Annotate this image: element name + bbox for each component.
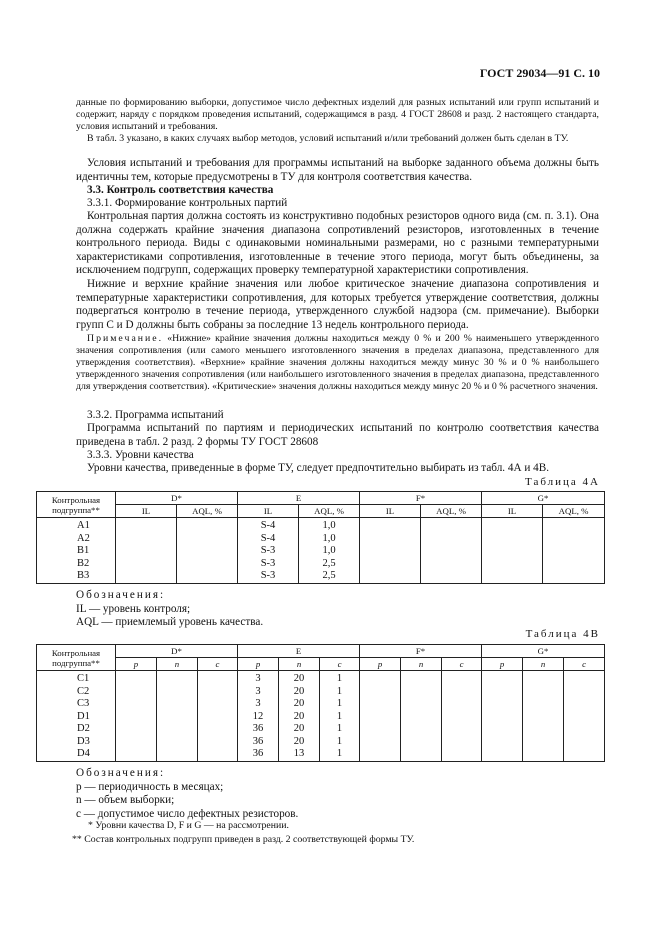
c-cell: 1 — [320, 686, 360, 699]
table-4b-group-g: G* — [482, 645, 605, 658]
c-cell: 1 — [320, 711, 360, 724]
il-cell: S-3 — [238, 545, 299, 558]
table-4b-sub-n: n — [401, 658, 442, 671]
table-4b — [36, 644, 605, 762]
n-cell: 13 — [279, 748, 320, 761]
legend-b-title: Обозначения: — [76, 767, 166, 779]
aql-cell: 1,0 — [299, 518, 360, 533]
table-row — [37, 723, 605, 736]
table-row — [37, 533, 605, 546]
il-cell: S-4 — [238, 518, 299, 533]
legend-b-line-3: c — допустимое число дефектных резисторов. — [76, 807, 299, 820]
table-4a-group-e: E — [238, 492, 360, 505]
p-cell: 3 — [238, 671, 279, 686]
table-4a-sub-il: IL — [238, 505, 299, 518]
table-4a-sub-aql: AQL, % — [421, 505, 482, 518]
table-4b-sub-p: p — [238, 658, 279, 671]
note-text: «Нижние» крайние значения должны находиться между 0 % и 200 % наименьшего утвержденного значения сопротивления (или самого меньшего изготовленного значения в пределах диапазона, представленного для утверждения соответствия). «Верхние» крайние значения должны находиться между минус 30 % и 0 % наибольшего утвержденного значения сопротивления (или наибольшего изготовленного значения в пределах диапазона, представленного для утверждения соответствия). «Критические» значения должны находиться между минус 20 % и 0 % расчетного значения. — [76, 333, 599, 392]
table-4a-group-f: F* — [360, 492, 482, 505]
table-4a-sub-il: IL — [360, 505, 421, 518]
c-cell: 1 — [320, 671, 360, 686]
n-cell: 20 — [279, 711, 320, 724]
table-4b-sub-n: n — [157, 658, 198, 671]
legend-a-title: Обозначения: — [76, 589, 166, 601]
subgroup-cell: D1 — [37, 711, 116, 724]
subgroup-cell: B1 — [37, 545, 116, 558]
subgroup-cell: C2 — [37, 686, 116, 699]
table-row — [37, 698, 605, 711]
legend-b-line-2: n — объем выборки; — [76, 794, 175, 807]
legend-b-line-1: p — периодичность в месяцах; — [76, 780, 224, 793]
table-4a-sub-il: IL — [482, 505, 543, 518]
table-row — [37, 671, 605, 686]
paragraph-5: Нижние и верхние крайние значения или любое критическое значение диапазона сопротивления и температурные характеристики сопротивления, для которых требуется утверждение соответствия, должны подвергаться контролю в течение периода, утвержденного службой надзора (см. примечание). Выборки групп C и D должны быть собраны за последние 13 недель контрольного периода. — [76, 278, 599, 331]
table-4b-group-d: D* — [116, 645, 238, 658]
table-4a — [36, 491, 605, 584]
n-cell: 20 — [279, 686, 320, 699]
table-4b-sub-c: c — [198, 658, 238, 671]
paragraph-2: В табл. 3 указано, в каких случаях выбор методов, условий испытаний и/или требований должен быть сделан в ТУ. — [87, 133, 569, 144]
section-3-3-3-heading: 3.3.3. Уровни качества — [87, 449, 194, 461]
p-cell: 36 — [238, 723, 279, 736]
aql-cell: 2,5 — [299, 570, 360, 583]
paragraph-7: Уровни качества, приведенные в форме ТУ, следует предпочтительно выбирать из табл. 4А и 4В. — [87, 462, 549, 474]
p-cell: 3 — [238, 686, 279, 699]
il-cell: S-3 — [238, 558, 299, 571]
c-cell: 1 — [320, 698, 360, 711]
footnote-1: * Уровни качества D, F и G — на рассмотрении. — [88, 820, 289, 831]
subgroup-cell: C1 — [37, 671, 116, 686]
aql-cell: 2,5 — [299, 558, 360, 571]
footnote-2: ** Состав контрольных подгрупп приведен в разд. 2 соответствующей формы ТУ. — [72, 834, 415, 845]
il-cell: S-3 — [238, 570, 299, 583]
table-4b-group-f: F* — [360, 645, 482, 658]
subgroup-cell: D2 — [37, 723, 116, 736]
table-row — [37, 558, 605, 571]
paragraph-4: Контрольная партия должна состоять из конструктивно подобных резисторов одного вида (см. п. 3.1). Она должна содержать крайние значения диапазона сопротивлений резисторов, изготовленных в течение контрольного периода. Виды с одинаковыми номинальными размерами, но с разными температурными характеристиками сопротивления, изготовленные в течение этого периода, могут быть объединены, за исключением подгрупп, содержащих проверку температурной характеристики сопротивления. — [76, 210, 599, 277]
table-row — [37, 736, 605, 749]
table-4b-group-e: E — [238, 645, 360, 658]
table-row — [37, 748, 605, 761]
table-4a-rowhead: Контрольная подгруппа** — [37, 492, 116, 518]
table-4b-sub-n: n — [523, 658, 564, 671]
table-4a-sub-aql: AQL, % — [177, 505, 238, 518]
table-4a-caption: Таблица 4А — [525, 476, 600, 488]
table-4b-caption: Таблица 4В — [525, 628, 600, 640]
table-4b-rowhead: Контрольная подгруппа** — [37, 645, 116, 671]
table-4b-sub-c: c — [320, 658, 360, 671]
note-label: Примечание. — [87, 333, 164, 344]
table-row — [37, 686, 605, 699]
table-4b-sub-c: c — [564, 658, 605, 671]
n-cell: 20 — [279, 736, 320, 749]
legend-a-line-2: AQL — приемлемый уровень качества. — [76, 616, 264, 629]
table-4a-sub-aql: AQL, % — [543, 505, 605, 518]
subgroup-cell: A1 — [37, 518, 116, 533]
section-3-3-1-heading: 3.3.1. Формирование контрольных партий — [87, 197, 288, 209]
legend-a — [76, 589, 599, 630]
subgroup-cell: C3 — [37, 698, 116, 711]
note — [76, 333, 599, 393]
table-4a-sub-aql: AQL, % — [299, 505, 360, 518]
table-4a-group-g: G* — [482, 492, 605, 505]
table-4b-sub-c: c — [442, 658, 482, 671]
c-cell: 1 — [320, 748, 360, 761]
il-cell: S-4 — [238, 533, 299, 546]
n-cell: 20 — [279, 671, 320, 686]
c-cell: 1 — [320, 736, 360, 749]
table-row — [37, 518, 605, 533]
subgroup-cell: D4 — [37, 748, 116, 761]
paragraph-1: данные по формированию выборки, допустимое число дефектных изделий для разных испытаний или групп испытаний и содержит, наряду с порядком проведения испытаний, содержащимся в разд. 4 ГОСТ 28608 и разд. 2 настоящего стандарта, условия испытаний и требования. — [76, 97, 599, 132]
p-cell: 36 — [238, 736, 279, 749]
table-row — [37, 711, 605, 724]
p-cell: 36 — [238, 748, 279, 761]
subgroup-cell: B2 — [37, 558, 116, 571]
paragraph-6: Программа испытаний по партиям и периодических испытаний по контролю соответствия качества приведена в табл. 2 разд. 2 формы ТУ ГОСТ 28608 — [76, 422, 599, 448]
table-4b-sub-p: p — [360, 658, 401, 671]
table-4a-sub-il: IL — [116, 505, 177, 518]
table-4b-sub-p: p — [116, 658, 157, 671]
subgroup-cell: B3 — [37, 570, 116, 583]
table-row — [37, 570, 605, 583]
legend-a-line-1: IL — уровень контроля; — [76, 602, 191, 615]
section-3-3-2-heading: 3.3.2. Программа испытаний — [87, 409, 224, 421]
c-cell: 1 — [320, 723, 360, 736]
n-cell: 20 — [279, 698, 320, 711]
subgroup-cell: D3 — [37, 736, 116, 749]
aql-cell: 1,0 — [299, 545, 360, 558]
legend-b — [76, 767, 599, 821]
table-4a-group-d: D* — [116, 492, 238, 505]
table-4b-sub-p: p — [482, 658, 523, 671]
paragraph-3: Условия испытаний и требования для программы испытаний на выборке заданного объема должны быть идентичны тем, которые предусмотрены в ТУ для контроля соответствия качества. — [76, 157, 599, 183]
table-4b-sub-n: n — [279, 658, 320, 671]
p-cell: 3 — [238, 698, 279, 711]
section-3-3-heading: 3.3. Контроль соответствия качества — [87, 184, 274, 196]
page-header: ГОСТ 29034—91 С. 10 — [479, 66, 600, 80]
aql-cell: 1,0 — [299, 533, 360, 546]
subgroup-cell: A2 — [37, 533, 116, 546]
p-cell: 12 — [238, 711, 279, 724]
n-cell: 20 — [279, 723, 320, 736]
table-row — [37, 545, 605, 558]
